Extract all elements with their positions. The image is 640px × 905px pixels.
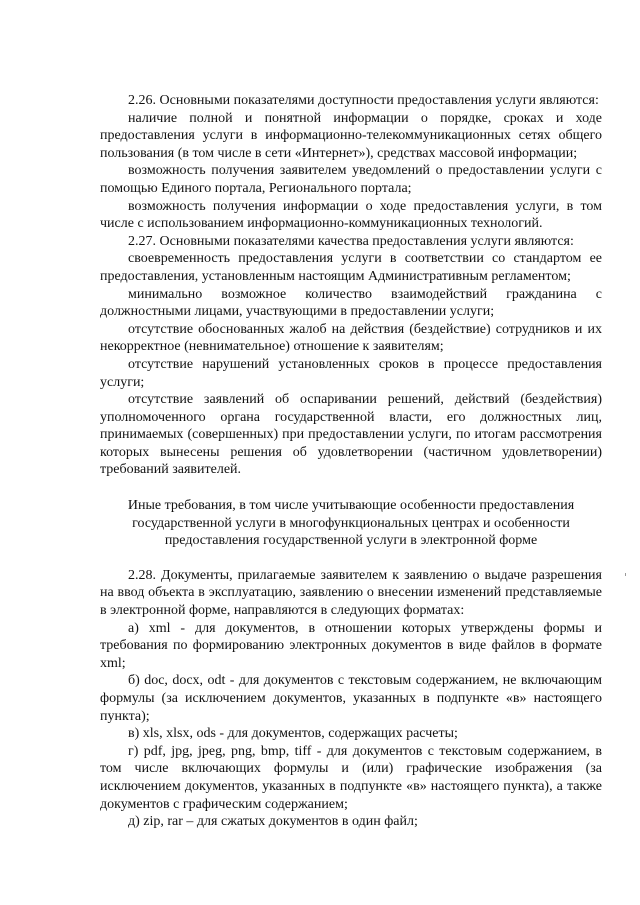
section-2-26-item: возможность получения заявителем уведомлений о предоставлении услуги с помощью Единого портала, Регионального портала; (100, 163, 602, 196)
section-2-26-item: возможность получения информации о ходе предоставления услуги, в том числе с использованием информационно-коммуникационных технологий. (100, 198, 602, 232)
section-2-27-item: минимально возможное количество взаимодействий гражданина с должностными лицами, участвующими в предоставлении услуги; (100, 286, 602, 320)
section-2-28-intro: 2.28. Документы, прилагаемые заявителем к заявлению о выдаче разрешения на ввод объекта в эксплуатацию, заявлению о внесении изменений представляемые в электронной форме, направляются в следующих форматах: (100, 567, 602, 619)
section-2-28-item: в) xls, xlsx, ods - для документов, содержащих расчеты; (128, 726, 458, 742)
section-2-27-item: отсутствие обоснованных жалоб на действия (бездействие) сотрудников и их некорректное (невнимательное) отношение к заявителям; (100, 321, 602, 355)
section-2-28-item: д) zip, rar – для сжатых документов в один файл; (128, 814, 418, 830)
section-2-28-item: г) pdf, jpg, jpeg, png, bmp, tiff - для документов с текстовым содержанием, в том числе включающих формулы и (или) графические изображения (за исключением документов, указанных в подпункте «в» настоящего пункта), а также документов с графическим содержанием; (100, 743, 602, 812)
section-2-27-item: своевременность предоставления услуги в соответствии со стандартом ее предоставления, установленным настоящим Административным регламентом; (100, 251, 602, 284)
section-2-27-item: отсутствие нарушений установленных сроков в процессе предоставления услуги; (100, 356, 602, 390)
section-heading: Иные требования, в том числе учитывающие особенности предоставления государственной услуги в многофункциональных центрах и особенности предоставления государственной услуги в электронной форме (127, 498, 575, 549)
document-page (100, 92, 602, 831)
section-2-28-item: б) doc, docx, odt - для документов с текстовым содержанием, не включающим формулы (за исключением документов, указанных в подпункте «в» настоящего пункта); (100, 673, 602, 724)
scan-mark (625, 573, 626, 576)
section-2-28-item: а) xml - для документов, в отношении которых утверждены формы и требования по формированию электронных документов в виде файлов в формате xml; (100, 620, 602, 671)
section-2-27-item: отсутствие заявлений об оспаривании решений, действий (бездействия) уполномоченного органа государственной власти, его должностных лиц, принимаемых (совершенных) при предоставлении услуги, по итогам рассмотрения которых вынесены решения об удовлетворении (частичном удовлетворении) требований заявителей. (100, 392, 602, 478)
section-2-26-item: наличие полной и понятной информации о порядке, сроках и ходе предоставления услуги в информационно-телекоммуникационных сетях общего пользования (в том числе в сети «Интернет»), средствах массовой информации; (100, 110, 602, 161)
section-2-26-intro: 2.26. Основными показателями доступности предоставления услуги являются: (128, 93, 599, 108)
section-2-27-intro: 2.27. Основными показателями качества предоставления услуги являются: (128, 233, 574, 249)
